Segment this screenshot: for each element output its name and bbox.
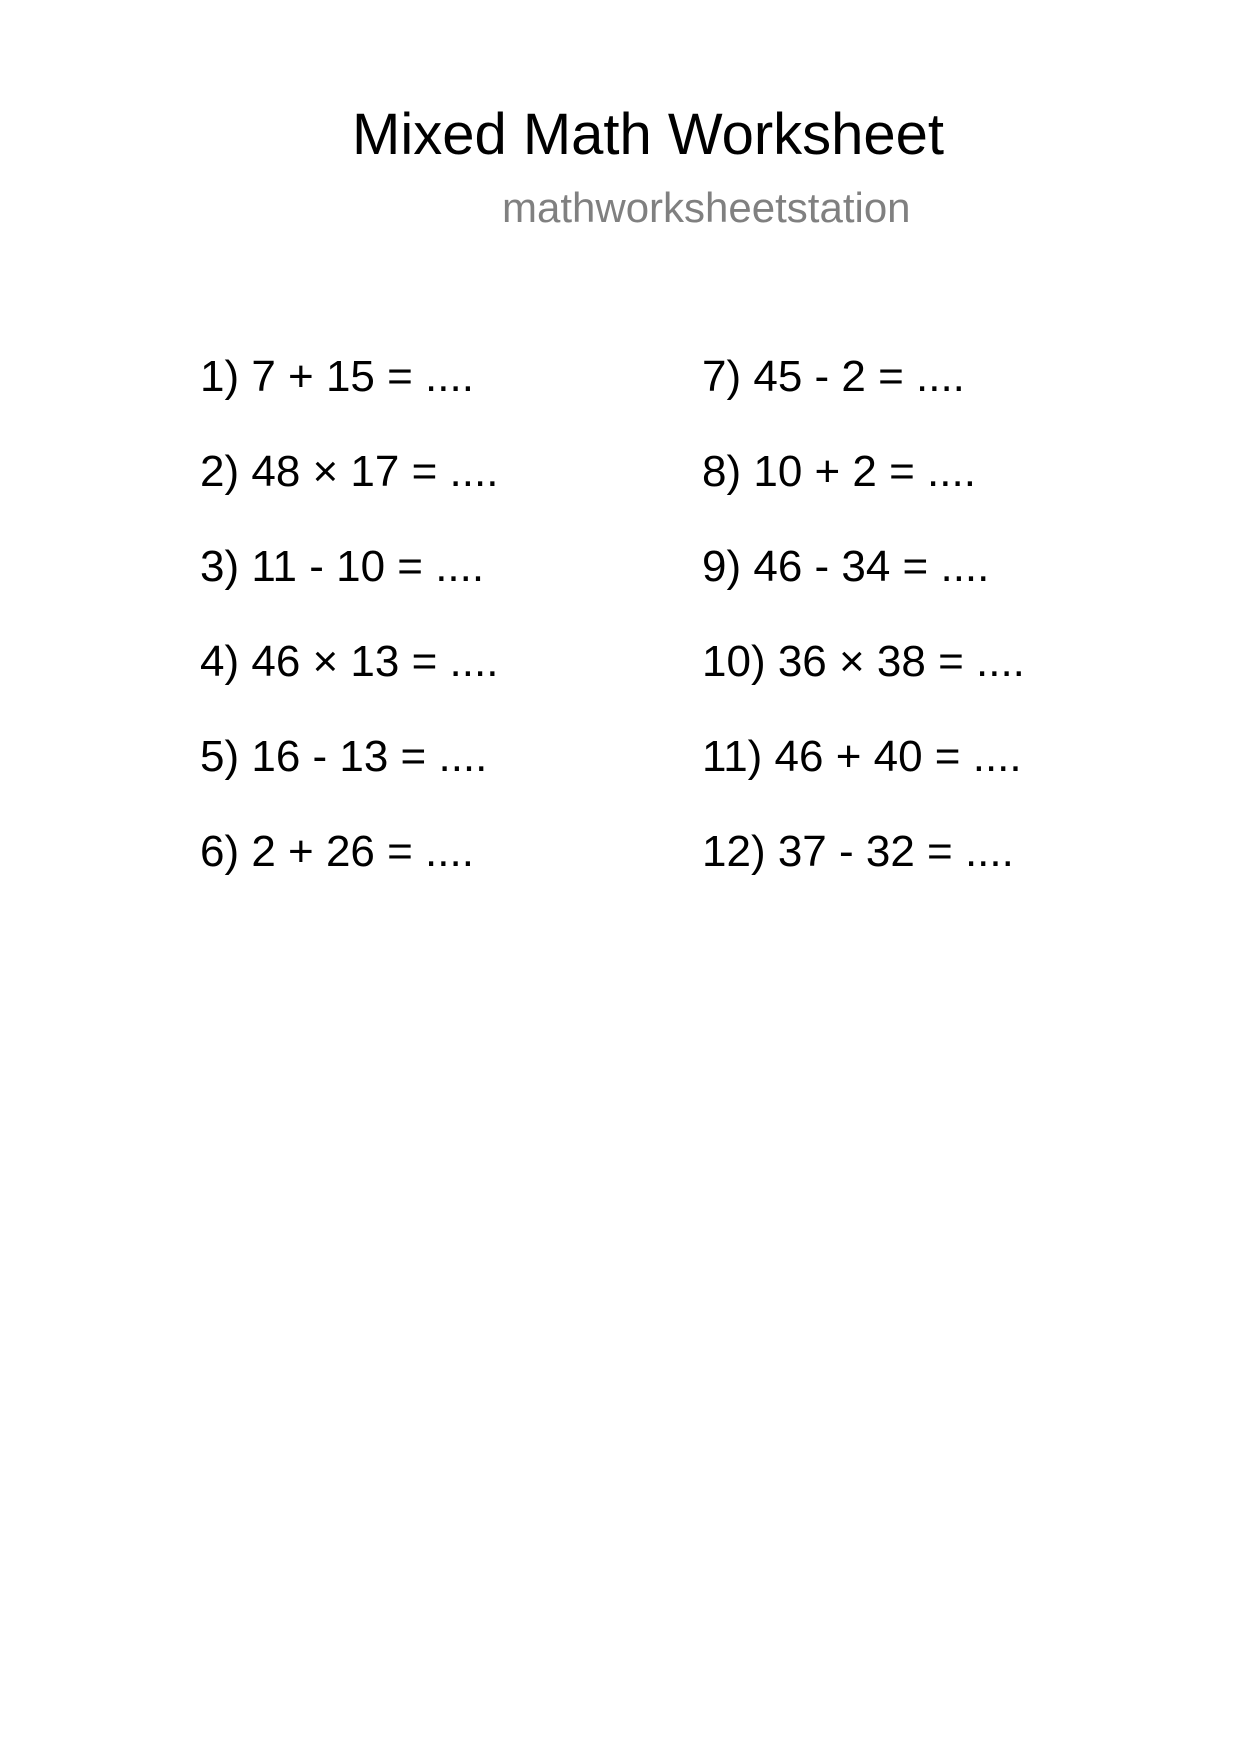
problems-column-right (702, 350, 1162, 920)
problem-item-10: 10) 36 × 38 = .... (702, 637, 1025, 686)
problem-item-12: 12) 37 - 32 = .... (702, 827, 1014, 876)
problem-item-2: 2) 48 × 17 = .... (200, 447, 499, 496)
problem-item-11: 11) 46 + 40 = .... (702, 732, 1022, 781)
problems-column-left (200, 350, 660, 920)
problem-item-1: 1) 7 + 15 = .... (200, 352, 474, 401)
problem-item-8: 8) 10 + 2 = .... (702, 447, 976, 496)
problem-item-9: 9) 46 - 34 = .... (702, 542, 990, 591)
problem-item-6: 6) 2 + 26 = .... (200, 827, 474, 876)
page-title: Mixed Math Worksheet (352, 102, 945, 167)
problem-item-5: 5) 16 - 13 = .... (200, 732, 488, 781)
problem-item-7: 7) 45 - 2 = .... (702, 352, 965, 401)
page-subtitle: mathworksheetstation (502, 184, 911, 231)
problem-item-3: 3) 11 - 10 = .... (200, 542, 485, 591)
problem-item-4: 4) 46 × 13 = .... (200, 637, 499, 686)
